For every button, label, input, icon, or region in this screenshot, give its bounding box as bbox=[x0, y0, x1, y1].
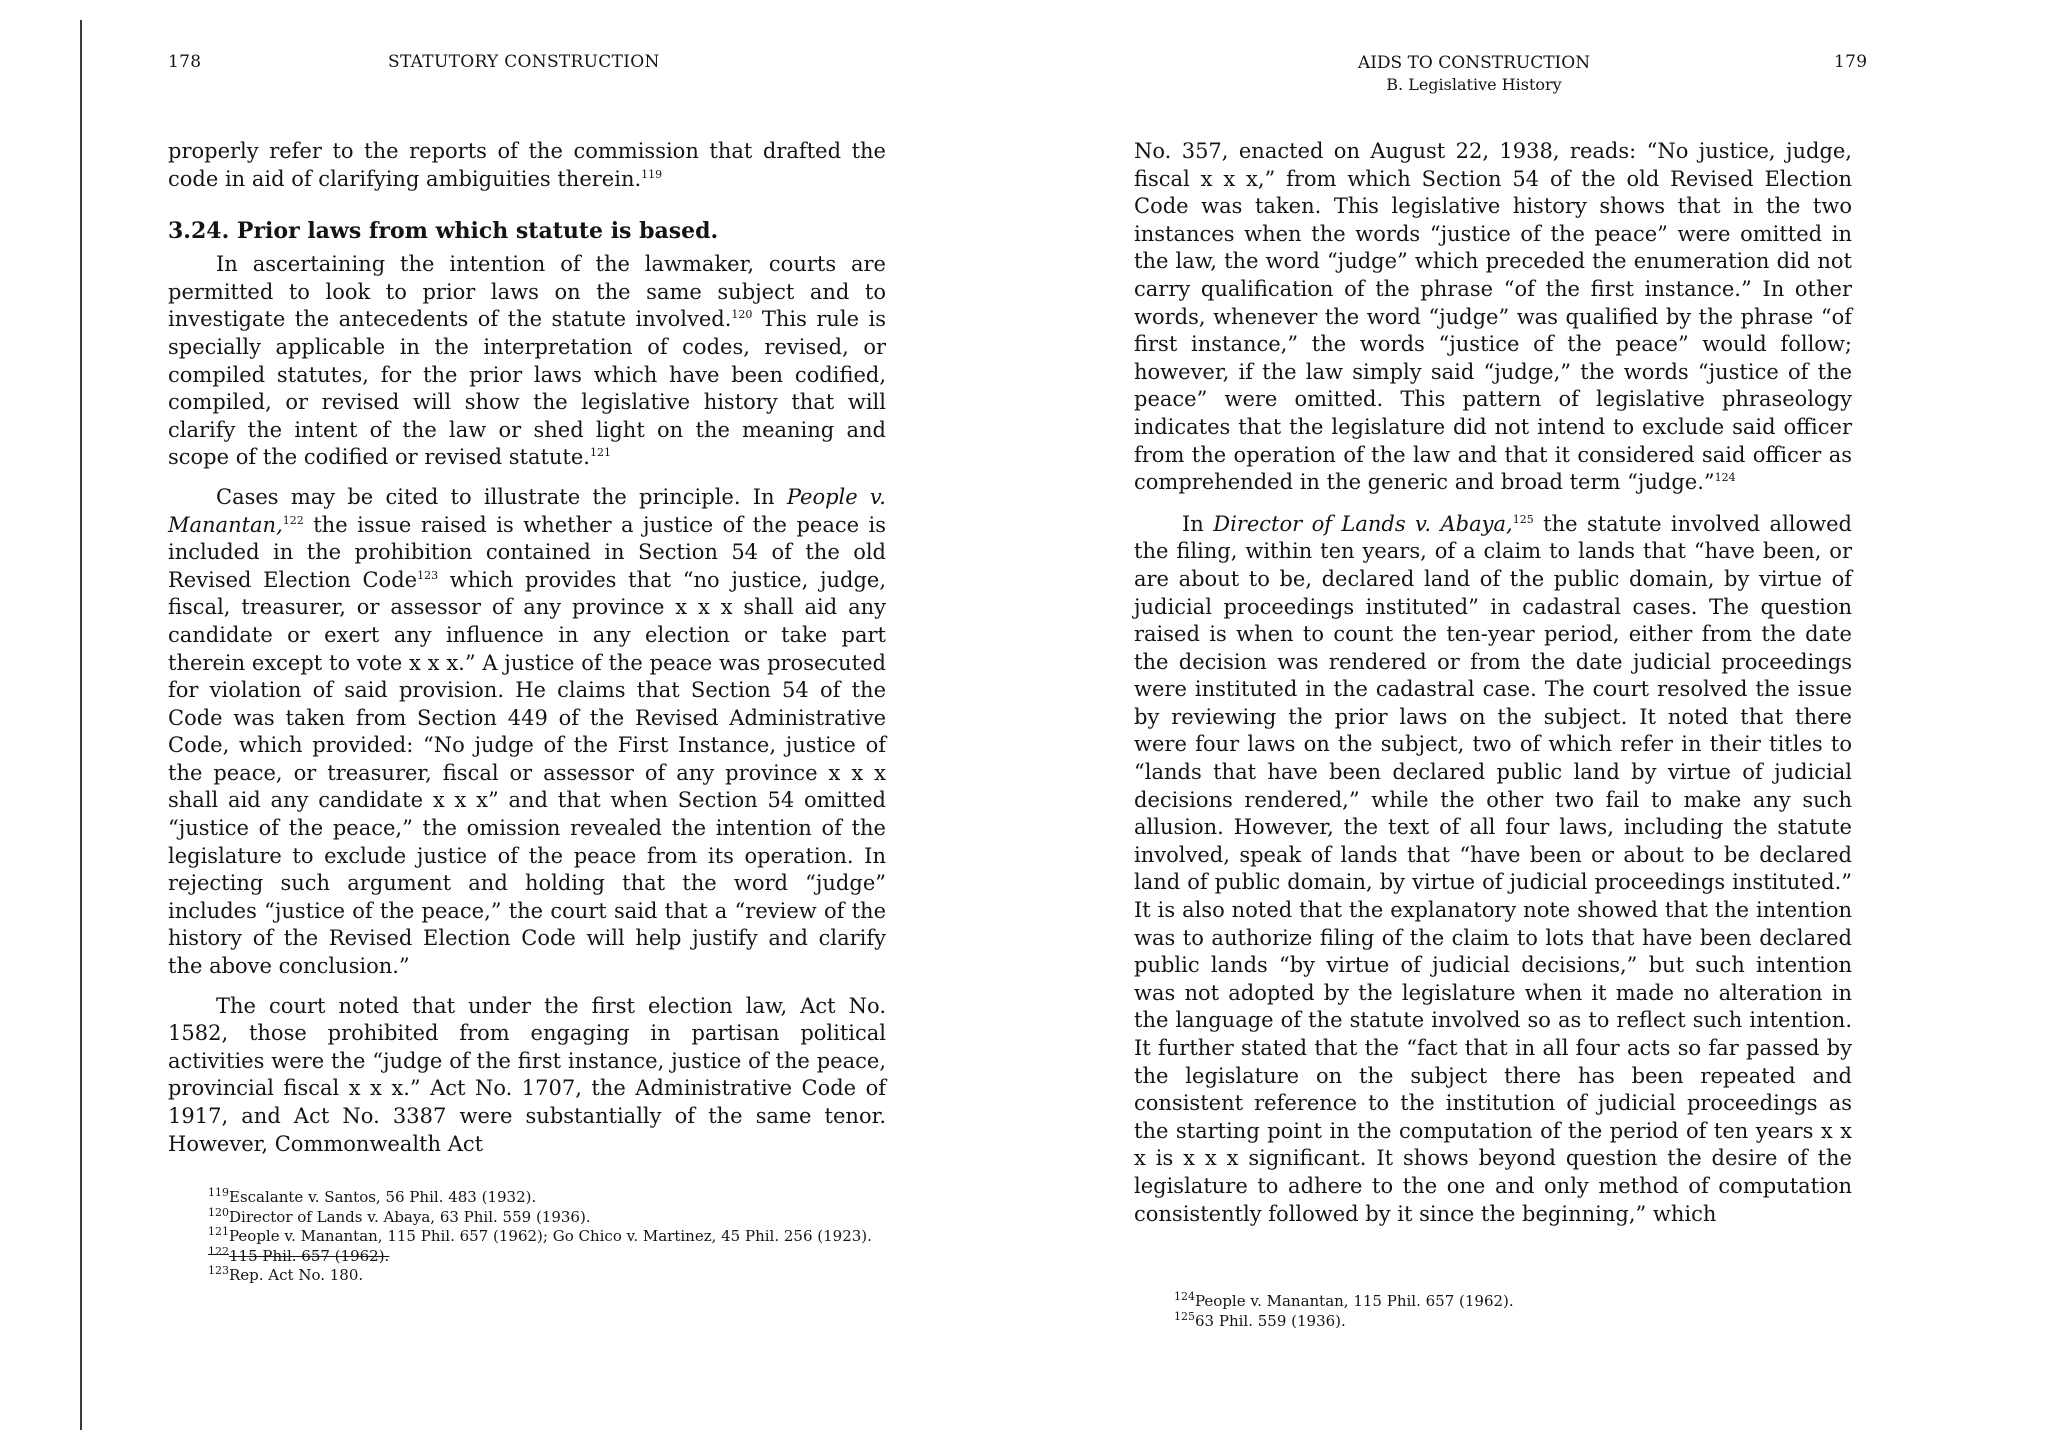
case-name: People v. Manantan, bbox=[168, 484, 886, 537]
footnote: $^{120}$Director of Lands v. Abaya, 63 Phil. 559 (1936). bbox=[208, 1205, 591, 1226]
body-paragraph: In ascertaining the intention of the lawmaker, courts are permitted to look to prior laws on the same subject and to investigate the antecedents of the statute involved.$^{120}$ This rule is specially applicable in the interpretation of codes, revised, or compiled statutes, for the prior laws which have been codified, compiled, or revised will show the legislative history that will clarify the intent of the law or shed light on the meaning and scope of the codified or revised statute.$^{121}$ bbox=[168, 252, 886, 470]
footnote: $^{123}$Rep. Act No. 180. bbox=[208, 1264, 364, 1284]
footnote: $^{121}$People v. Manantan, 115 Phil. 657 (1962); Go Chico v. Martinez, 45 Phil. 256 (1923). bbox=[208, 1225, 872, 1245]
body-paragraph: No. 357, enacted on August 22, 1938, reads: “No justice, judge, fiscal x x x,” from which Section 54 of the old Revised Election Code was taken. This legislative history shows that in the two instances when the words “justice of the peace” were omitted in the law, the word “judge” which preceded the enumeration did not carry qualification of the phrase “of the first instance.” In other words, whenever the word “judge” was qualified by the phrase “of first instance,” the words “justice of the peace” would follow; however, if the law simply said “judge,” the words “justice of the peace” were omitted. This pattern of legislative phraseology indicates that the legislature did not intend to exclude said officer from the operation of the law and that it considered said officer as comprehended in the generic and broad term “judge.”$^{124}$ bbox=[1134, 139, 1852, 495]
footnote: $^{119}$Escalante v. Santos, 56 Phil. 483 (1932). bbox=[208, 1186, 537, 1206]
footnote-ref: 119 bbox=[641, 167, 663, 181]
body-paragraph: The court noted that under the first election law, Act No. 1582, those prohibited from engaging in partisan political activities were the “judge of the first instance, justice of the peace, provincial fiscal x x x.” Act No. 1707, the Administrative Code of 1917, and Act No. 3387 were substantially of the same tenor. However, Commonwealth Act bbox=[168, 993, 886, 1156]
running-head: STATUTORY CONSTRUCTION bbox=[388, 52, 660, 72]
footnote-ref: 123 bbox=[417, 568, 439, 582]
right-page bbox=[1024, 0, 2048, 1451]
footnote: $^{124}$People v. Manantan, 115 Phil. 657 (1962). bbox=[1174, 1290, 1514, 1310]
binding-line bbox=[80, 20, 82, 1430]
body-paragraph: In Director of Lands v. Abaya,$^{125}$ the statute involved allowed the filing, within ten years, of a claim to lands that “have been, or are about to be, declared land of the public domain, by virtue of judicial proceedings instituted” in cadastral cases. The question raised is when to count the ten-year period, either from the date the decision was rendered or from the date judicial proceedings were instituted in the cadastral case. The court resolved the issue by reviewing the prior laws on the subject. It noted that there were four laws on the subject, two of which refer in their titles to “lands that have been declared public land by virtue of judicial decisions rendered,” while the other two fail to make any such allusion. However, the text of all four laws, including the statute involved, speak of lands that “have been or about to be declared land of public domain, by virtue of judicial proceedings instituted.” It is also noted that the explanatory note showed that the intention was to authorize filing of the claim to lots that have been declared public lands “by virtue of judicial decisions,” but such intention was not adopted by the legislature when it made no alteration in the language of the statute involved so as to reflect such intention. It further stated that the “fact that in all four acts so far passed by the legislature on the subject there has been repeated and consistent reference to the institution of judicial proceedings as the starting point in the computation of the period of ten years x x x is x x x significant. It shows beyond question the desire of the legislature to adhere to the one and only method of computation consistently followed by it since the beginning,” which bbox=[1134, 511, 1852, 1226]
section-heading: 3.24. Prior laws from which statute is based. bbox=[168, 218, 719, 245]
footnote-ref: 125 bbox=[1512, 512, 1534, 526]
footnote-ref: 122 bbox=[282, 513, 304, 527]
footnote: $^{122}$115 Phil. 657 (1962). bbox=[208, 1244, 390, 1265]
running-head-block bbox=[1324, 52, 1624, 96]
case-name: Director of Lands v. Abaya, bbox=[1213, 511, 1513, 536]
page-number: 179 bbox=[1834, 52, 1868, 72]
intro-paragraph: properly refer to the reports of the commission that drafted the code in aid of clarifying ambiguities therein.$^{119}$ bbox=[168, 139, 886, 191]
footnotes bbox=[168, 1188, 886, 1286]
page-number: 178 bbox=[168, 52, 202, 72]
footnote-ref: 120 bbox=[731, 308, 753, 322]
running-head: AIDS TO CONSTRUCTION bbox=[1357, 53, 1591, 73]
footnotes bbox=[1174, 1292, 1814, 1331]
running-subhead: B. Legislative History bbox=[1386, 75, 1562, 94]
footnote: $^{125}$63 Phil. 559 (1936). bbox=[1174, 1309, 1346, 1330]
body-paragraph: Cases may be cited to illustrate the principle. In People v. Manantan,$^{122}$ the issue raised is whether a justice of the peace is included in the prohibition contained in Section 54 of the old Revised Election Code$^{123}$ which provides that “no justice, judge, fiscal, treasurer, or assessor of any province x x x shall aid any candidate or exert any influence in any election or take part therein except to vote x x x.” A justice of the peace was prosecuted for violation of said provision. He claims that Section 54 of the Code was taken from Section 449 of the Revised Administrative Code, which provided: “No judge of the First Instance, justice of the peace, or treasurer, fiscal or assessor of any province x x x shall aid any candidate x x x” and that when Section 54 omitted “justice of the peace,” the omission revealed the intention of the legislature to exclude justice of the peace from its operation. In rejecting such argument and holding that the word “judge” includes “justice of the peace,” the court said that a “review of the history of the Revised Election Code will help justify and clarify the above conclusion.” bbox=[168, 484, 886, 979]
left-body bbox=[168, 138, 886, 1158]
footnote-ref: 124 bbox=[1714, 471, 1736, 485]
footnote-ref: 121 bbox=[589, 446, 611, 460]
right-body bbox=[1134, 138, 1852, 1228]
